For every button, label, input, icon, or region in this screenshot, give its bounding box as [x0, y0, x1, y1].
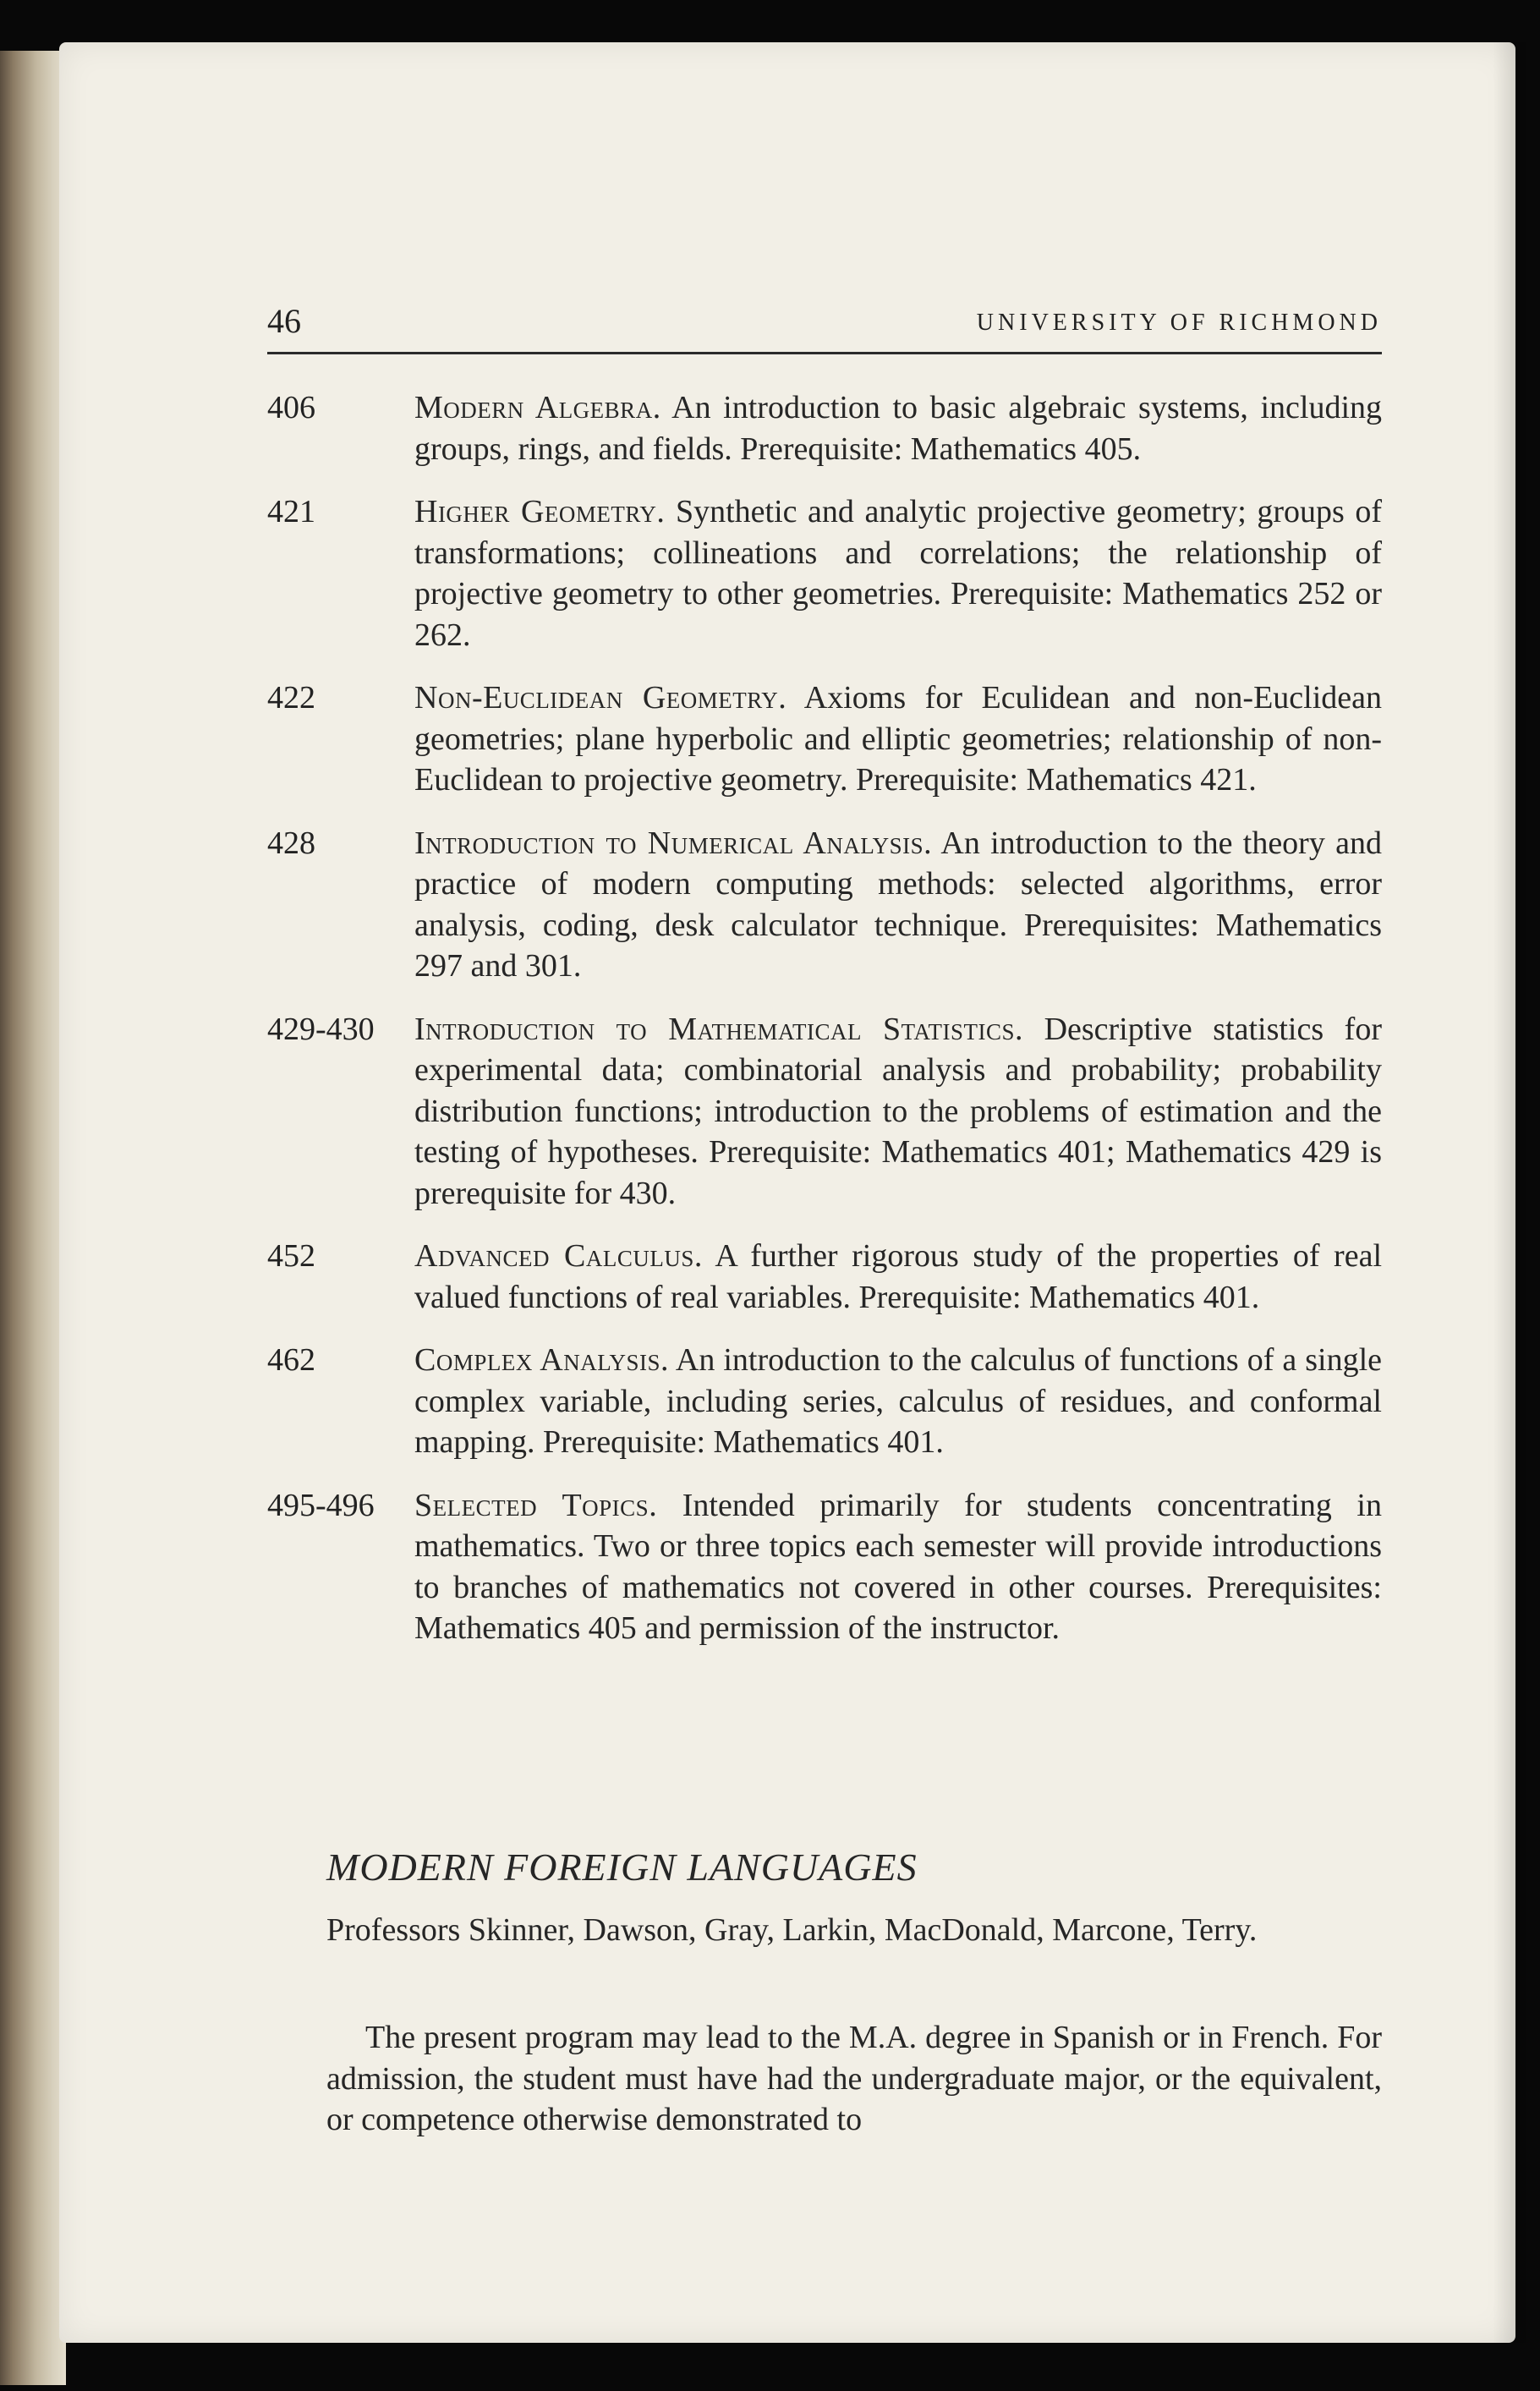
course-text: An introduction to basic algebraic systems, including groups, rings, and fields. Prerequisite: Mathematics 405. — [414, 390, 1382, 467]
section-heading: MODERN FOREIGN LANGUAGES — [326, 1845, 918, 1889]
course-title: Modern Algebra. — [414, 390, 661, 425]
course-text: Axioms for Eculidean and non-Euclidean geometries; plane hyperbolic and elliptic geometries; relationship of non-Euclidean to projective geometry. Prerequisite: Mathematics 421. — [414, 680, 1383, 798]
course-text: An introduction to the theory and practice of modern computing methods: selected algorithms, error analysis, coding, desk calculator technique. Prerequisites: Mathematics 297 and 301. — [414, 825, 1383, 984]
section-intro: The present program may lead to the M.A. degree in Spanish or in French. For admission, the student must have had the undergraduate major, or the equivalent, or competence otherwise demonstrated to — [326, 2020, 1382, 2137]
course-description — [414, 1340, 1382, 1463]
course-text: Intended primarily for students concentrating in mathematics. Two or three topics each semester will provide introductions to branches of mathematics not covered in other courses. Prerequisites: Mathematics 405 and permission of the instructor. — [414, 1487, 1382, 1646]
course-text: Descriptive statistics for experimental data; combinatorial analysis and probability; probability distribution functions; introduction to the problems of estimation and the testing of hypotheses. Prerequisite: Mathematics 401; Mathematics 429 is prerequisite for 430. — [414, 1011, 1382, 1211]
course-title: Non-Euclidean Geometry. — [414, 680, 787, 716]
page-header — [267, 301, 1382, 354]
course-entry — [267, 491, 1382, 655]
page-gutter-shadow — [1493, 42, 1526, 2343]
course-text: A further rigorous study of the properties of real valued functions of real variables. Prerequisite: Mathematics 401. — [414, 1238, 1383, 1315]
course-entry — [267, 823, 1382, 987]
course-entry — [267, 1485, 1382, 1649]
course-description — [414, 1485, 1382, 1649]
course-description — [414, 677, 1382, 801]
course-number: 421 — [267, 494, 315, 529]
course-text: An introduction to the calculus of functions of a single complex variable, including series, calculus of residues, and conformal mapping. Prerequisite: Mathematics 401. — [414, 1342, 1382, 1460]
page-stack-edge — [0, 51, 66, 2385]
course-entry — [267, 1009, 1382, 1215]
course-number: 422 — [267, 680, 315, 716]
course-description — [414, 1236, 1382, 1318]
course-title: Higher Geometry. — [414, 494, 666, 529]
page-number: 46 — [267, 302, 301, 340]
running-head: UNIVERSITY OF RICHMOND — [976, 310, 1382, 336]
course-number: 428 — [267, 825, 315, 861]
course-number: 452 — [267, 1238, 315, 1274]
course-description — [414, 387, 1382, 469]
course-text: Synthetic and analytic projective geometry; groups of transformations; collineations and correlations; the relationship of projective geometry to other geometries. Prerequisite: Mathematics 252 or 262. — [414, 494, 1382, 653]
course-title: Complex Analysis. — [414, 1342, 670, 1378]
course-description — [414, 823, 1382, 987]
faculty-list: Professors Skinner, Dawson, Gray, Larkin, MacDonald, Marcone, Terry. — [326, 1912, 1258, 1948]
course-number: 429-430 — [267, 1011, 375, 1047]
course-entry — [267, 677, 1382, 801]
course-description — [414, 491, 1382, 655]
course-title: Introduction to Mathematical Statistics. — [414, 1011, 1024, 1047]
course-list — [267, 387, 1382, 1671]
course-description — [414, 1009, 1382, 1215]
course-entry — [267, 1236, 1382, 1318]
course-number: 495-496 — [267, 1487, 375, 1523]
course-entry — [267, 1340, 1382, 1463]
course-title: Introduction to Numerical Analysis. — [414, 825, 933, 861]
course-entry — [267, 387, 1382, 469]
course-number: 462 — [267, 1342, 315, 1378]
course-title: Advanced Calculus. — [414, 1238, 703, 1274]
course-number: 406 — [267, 390, 315, 425]
course-title: Selected Topics. — [414, 1487, 658, 1523]
